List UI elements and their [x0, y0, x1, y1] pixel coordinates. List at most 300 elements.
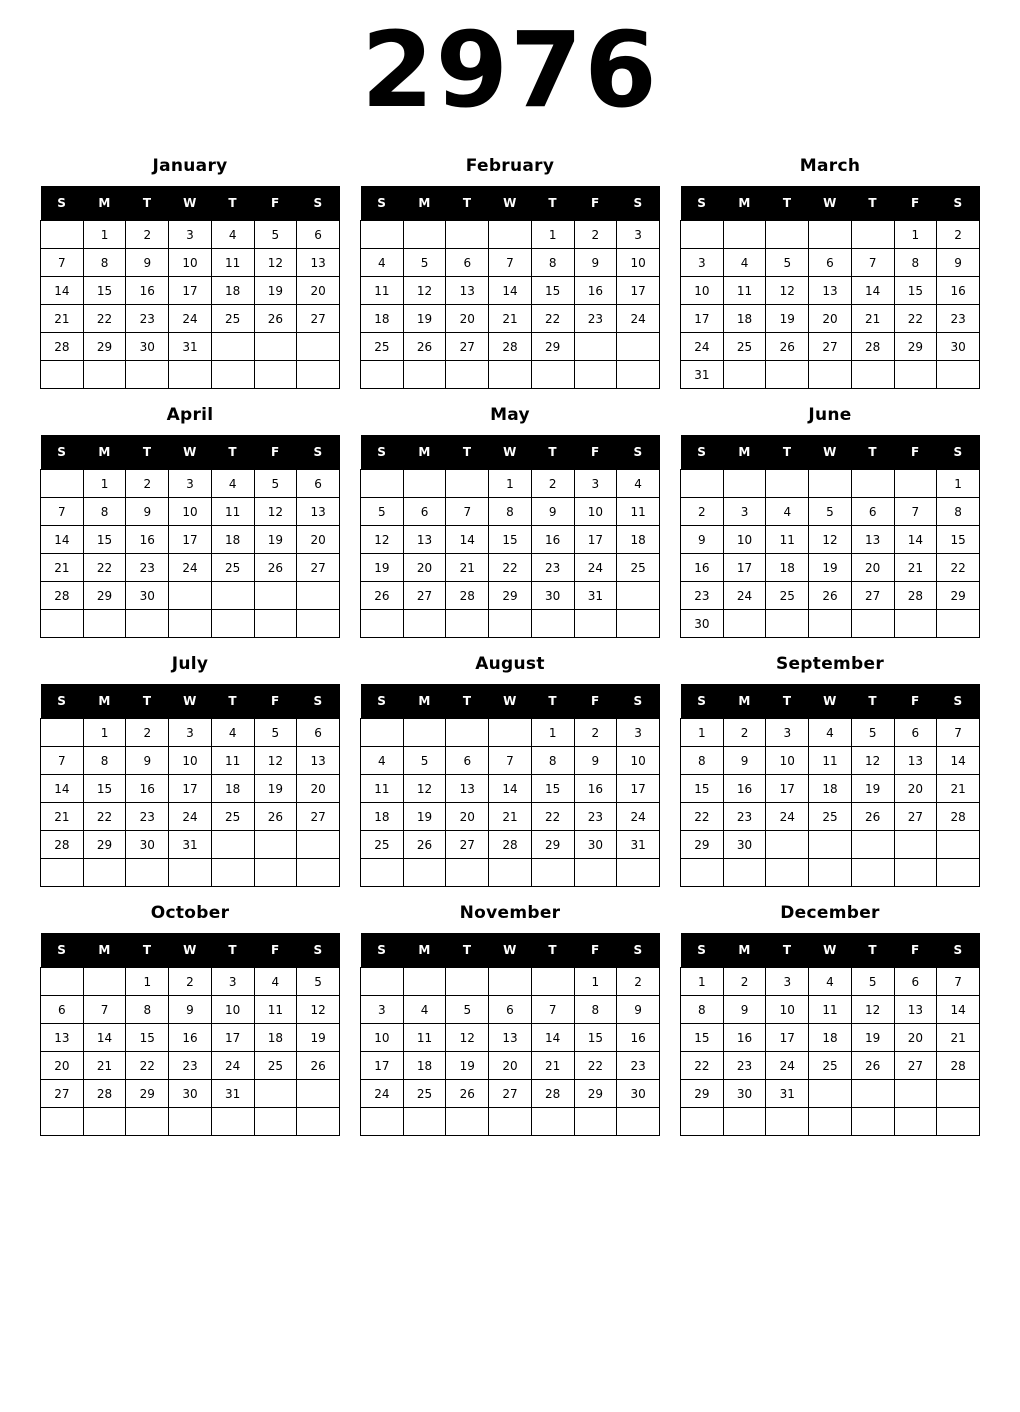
day-cell[interactable]: 17: [169, 775, 212, 803]
day-cell[interactable]: 5: [851, 968, 894, 996]
day-cell[interactable]: 13: [297, 747, 340, 775]
day-cell[interactable]: 9: [126, 747, 169, 775]
day-cell[interactable]: 27: [297, 305, 340, 333]
day-cell[interactable]: 11: [723, 277, 766, 305]
day-cell[interactable]: 30: [574, 831, 617, 859]
day-cell[interactable]: 20: [809, 305, 852, 333]
day-cell[interactable]: 7: [937, 968, 980, 996]
day-cell[interactable]: 27: [894, 1052, 937, 1080]
day-cell[interactable]: 10: [766, 996, 809, 1024]
day-cell[interactable]: 24: [681, 333, 724, 361]
day-cell[interactable]: 28: [851, 333, 894, 361]
day-cell[interactable]: 7: [489, 249, 532, 277]
day-cell[interactable]: 11: [766, 526, 809, 554]
day-cell[interactable]: 27: [446, 831, 489, 859]
day-cell[interactable]: 8: [937, 498, 980, 526]
day-cell[interactable]: 26: [851, 1052, 894, 1080]
day-cell[interactable]: 22: [574, 1052, 617, 1080]
day-cell[interactable]: 13: [894, 996, 937, 1024]
day-cell[interactable]: 12: [361, 526, 404, 554]
day-cell[interactable]: 21: [937, 1024, 980, 1052]
day-cell[interactable]: 26: [851, 803, 894, 831]
day-cell[interactable]: 9: [574, 249, 617, 277]
day-cell[interactable]: 22: [531, 305, 574, 333]
day-cell[interactable]: 16: [169, 1024, 212, 1052]
day-cell[interactable]: 3: [574, 470, 617, 498]
day-cell[interactable]: 29: [681, 1080, 724, 1108]
day-cell[interactable]: 24: [723, 582, 766, 610]
day-cell[interactable]: 29: [83, 333, 126, 361]
day-cell[interactable]: 18: [809, 775, 852, 803]
day-cell[interactable]: 24: [169, 554, 212, 582]
day-cell[interactable]: 3: [169, 470, 212, 498]
day-cell[interactable]: 6: [446, 747, 489, 775]
day-cell[interactable]: 20: [894, 1024, 937, 1052]
day-cell[interactable]: 16: [723, 775, 766, 803]
day-cell[interactable]: 3: [766, 719, 809, 747]
day-cell[interactable]: 2: [126, 470, 169, 498]
day-cell[interactable]: 14: [41, 775, 84, 803]
day-cell[interactable]: 6: [894, 719, 937, 747]
day-cell[interactable]: 14: [937, 747, 980, 775]
day-cell[interactable]: 7: [41, 498, 84, 526]
day-cell[interactable]: 2: [681, 498, 724, 526]
day-cell[interactable]: 3: [617, 221, 660, 249]
day-cell[interactable]: 2: [617, 968, 660, 996]
day-cell[interactable]: 28: [446, 582, 489, 610]
day-cell[interactable]: 4: [723, 249, 766, 277]
day-cell[interactable]: 15: [83, 277, 126, 305]
day-cell[interactable]: 6: [297, 470, 340, 498]
day-cell[interactable]: 24: [169, 803, 212, 831]
day-cell[interactable]: 29: [937, 582, 980, 610]
day-cell[interactable]: 31: [766, 1080, 809, 1108]
day-cell[interactable]: 4: [809, 968, 852, 996]
day-cell[interactable]: 15: [894, 277, 937, 305]
day-cell[interactable]: 31: [681, 361, 724, 389]
day-cell[interactable]: 17: [169, 277, 212, 305]
day-cell[interactable]: 5: [254, 221, 297, 249]
day-cell[interactable]: 7: [41, 747, 84, 775]
day-cell[interactable]: 25: [809, 1052, 852, 1080]
day-cell[interactable]: 6: [851, 498, 894, 526]
day-cell[interactable]: 13: [297, 249, 340, 277]
day-cell[interactable]: 1: [531, 221, 574, 249]
day-cell[interactable]: 30: [126, 831, 169, 859]
day-cell[interactable]: 8: [681, 747, 724, 775]
day-cell[interactable]: 6: [41, 996, 84, 1024]
day-cell[interactable]: 16: [126, 526, 169, 554]
day-cell[interactable]: 17: [361, 1052, 404, 1080]
day-cell[interactable]: 26: [361, 582, 404, 610]
day-cell[interactable]: 19: [254, 277, 297, 305]
day-cell[interactable]: 21: [41, 803, 84, 831]
day-cell[interactable]: 13: [446, 277, 489, 305]
day-cell[interactable]: 19: [766, 305, 809, 333]
day-cell[interactable]: 22: [83, 803, 126, 831]
day-cell[interactable]: 2: [531, 470, 574, 498]
day-cell[interactable]: 22: [937, 554, 980, 582]
day-cell[interactable]: 18: [766, 554, 809, 582]
day-cell[interactable]: 7: [489, 747, 532, 775]
day-cell[interactable]: 28: [937, 1052, 980, 1080]
day-cell[interactable]: 17: [617, 775, 660, 803]
day-cell[interactable]: 19: [297, 1024, 340, 1052]
day-cell[interactable]: 2: [169, 968, 212, 996]
day-cell[interactable]: 4: [211, 719, 254, 747]
day-cell[interactable]: 2: [723, 968, 766, 996]
day-cell[interactable]: 9: [126, 498, 169, 526]
day-cell[interactable]: 24: [617, 305, 660, 333]
day-cell[interactable]: 5: [297, 968, 340, 996]
day-cell[interactable]: 30: [681, 610, 724, 638]
day-cell[interactable]: 7: [531, 996, 574, 1024]
day-cell[interactable]: 29: [531, 333, 574, 361]
day-cell[interactable]: 16: [681, 554, 724, 582]
day-cell[interactable]: 5: [766, 249, 809, 277]
day-cell[interactable]: 13: [809, 277, 852, 305]
day-cell[interactable]: 15: [937, 526, 980, 554]
day-cell[interactable]: 11: [809, 996, 852, 1024]
day-cell[interactable]: 12: [254, 498, 297, 526]
day-cell[interactable]: 16: [126, 277, 169, 305]
day-cell[interactable]: 6: [297, 719, 340, 747]
day-cell[interactable]: 13: [403, 526, 446, 554]
day-cell[interactable]: 15: [681, 1024, 724, 1052]
day-cell[interactable]: 15: [531, 277, 574, 305]
day-cell[interactable]: 19: [851, 775, 894, 803]
day-cell[interactable]: 19: [254, 526, 297, 554]
day-cell[interactable]: 14: [937, 996, 980, 1024]
day-cell[interactable]: 1: [83, 719, 126, 747]
day-cell[interactable]: 13: [489, 1024, 532, 1052]
day-cell[interactable]: 4: [361, 249, 404, 277]
day-cell[interactable]: 9: [937, 249, 980, 277]
day-cell[interactable]: 9: [531, 498, 574, 526]
day-cell[interactable]: 1: [894, 221, 937, 249]
day-cell[interactable]: 8: [83, 249, 126, 277]
day-cell[interactable]: 15: [83, 526, 126, 554]
day-cell[interactable]: 5: [851, 719, 894, 747]
day-cell[interactable]: 27: [297, 554, 340, 582]
day-cell[interactable]: 20: [894, 775, 937, 803]
day-cell[interactable]: 5: [254, 470, 297, 498]
day-cell[interactable]: 19: [403, 803, 446, 831]
day-cell[interactable]: 14: [489, 775, 532, 803]
day-cell[interactable]: 4: [211, 470, 254, 498]
day-cell[interactable]: 8: [83, 747, 126, 775]
day-cell[interactable]: 25: [211, 305, 254, 333]
day-cell[interactable]: 25: [766, 582, 809, 610]
day-cell[interactable]: 11: [809, 747, 852, 775]
day-cell[interactable]: 4: [617, 470, 660, 498]
day-cell[interactable]: 19: [851, 1024, 894, 1052]
day-cell[interactable]: 9: [723, 747, 766, 775]
day-cell[interactable]: 1: [83, 221, 126, 249]
day-cell[interactable]: 18: [211, 277, 254, 305]
day-cell[interactable]: 10: [617, 249, 660, 277]
day-cell[interactable]: 26: [403, 831, 446, 859]
day-cell[interactable]: 1: [681, 719, 724, 747]
day-cell[interactable]: 28: [531, 1080, 574, 1108]
day-cell[interactable]: 6: [809, 249, 852, 277]
day-cell[interactable]: 13: [851, 526, 894, 554]
day-cell[interactable]: 29: [83, 831, 126, 859]
day-cell[interactable]: 16: [723, 1024, 766, 1052]
day-cell[interactable]: 23: [126, 554, 169, 582]
day-cell[interactable]: 23: [169, 1052, 212, 1080]
day-cell[interactable]: 12: [254, 747, 297, 775]
day-cell[interactable]: 14: [83, 1024, 126, 1052]
day-cell[interactable]: 22: [126, 1052, 169, 1080]
day-cell[interactable]: 17: [617, 277, 660, 305]
day-cell[interactable]: 30: [169, 1080, 212, 1108]
day-cell[interactable]: 22: [83, 554, 126, 582]
day-cell[interactable]: 6: [446, 249, 489, 277]
day-cell[interactable]: 27: [809, 333, 852, 361]
day-cell[interactable]: 17: [211, 1024, 254, 1052]
day-cell[interactable]: 14: [489, 277, 532, 305]
day-cell[interactable]: 7: [83, 996, 126, 1024]
day-cell[interactable]: 7: [894, 498, 937, 526]
day-cell[interactable]: 21: [83, 1052, 126, 1080]
day-cell[interactable]: 19: [446, 1052, 489, 1080]
day-cell[interactable]: 23: [126, 803, 169, 831]
day-cell[interactable]: 23: [126, 305, 169, 333]
day-cell[interactable]: 15: [574, 1024, 617, 1052]
day-cell[interactable]: 30: [723, 831, 766, 859]
day-cell[interactable]: 12: [809, 526, 852, 554]
day-cell[interactable]: 23: [937, 305, 980, 333]
day-cell[interactable]: 31: [617, 831, 660, 859]
day-cell[interactable]: 21: [489, 305, 532, 333]
day-cell[interactable]: 5: [254, 719, 297, 747]
day-cell[interactable]: 1: [126, 968, 169, 996]
day-cell[interactable]: 28: [937, 803, 980, 831]
day-cell[interactable]: 23: [617, 1052, 660, 1080]
day-cell[interactable]: 26: [446, 1080, 489, 1108]
day-cell[interactable]: 12: [297, 996, 340, 1024]
day-cell[interactable]: 9: [574, 747, 617, 775]
day-cell[interactable]: 5: [361, 498, 404, 526]
day-cell[interactable]: 14: [531, 1024, 574, 1052]
day-cell[interactable]: 25: [211, 554, 254, 582]
day-cell[interactable]: 12: [254, 249, 297, 277]
day-cell[interactable]: 12: [403, 775, 446, 803]
day-cell[interactable]: 4: [361, 747, 404, 775]
day-cell[interactable]: 3: [766, 968, 809, 996]
day-cell[interactable]: 2: [126, 719, 169, 747]
day-cell[interactable]: 15: [126, 1024, 169, 1052]
day-cell[interactable]: 29: [126, 1080, 169, 1108]
day-cell[interactable]: 10: [681, 277, 724, 305]
day-cell[interactable]: 14: [41, 277, 84, 305]
day-cell[interactable]: 22: [894, 305, 937, 333]
day-cell[interactable]: 28: [41, 582, 84, 610]
day-cell[interactable]: 3: [361, 996, 404, 1024]
day-cell[interactable]: 26: [254, 803, 297, 831]
day-cell[interactable]: 29: [531, 831, 574, 859]
day-cell[interactable]: 18: [617, 526, 660, 554]
day-cell[interactable]: 2: [126, 221, 169, 249]
day-cell[interactable]: 9: [617, 996, 660, 1024]
day-cell[interactable]: 19: [809, 554, 852, 582]
day-cell[interactable]: 14: [894, 526, 937, 554]
day-cell[interactable]: 23: [574, 803, 617, 831]
day-cell[interactable]: 12: [446, 1024, 489, 1052]
day-cell[interactable]: 3: [211, 968, 254, 996]
day-cell[interactable]: 16: [126, 775, 169, 803]
day-cell[interactable]: 4: [211, 221, 254, 249]
day-cell[interactable]: 5: [446, 996, 489, 1024]
day-cell[interactable]: 9: [723, 996, 766, 1024]
day-cell[interactable]: 15: [83, 775, 126, 803]
day-cell[interactable]: 24: [617, 803, 660, 831]
day-cell[interactable]: 8: [531, 747, 574, 775]
day-cell[interactable]: 20: [297, 775, 340, 803]
day-cell[interactable]: 8: [531, 249, 574, 277]
day-cell[interactable]: 21: [531, 1052, 574, 1080]
day-cell[interactable]: 25: [723, 333, 766, 361]
day-cell[interactable]: 29: [83, 582, 126, 610]
day-cell[interactable]: 10: [169, 747, 212, 775]
day-cell[interactable]: 7: [446, 498, 489, 526]
day-cell[interactable]: 18: [403, 1052, 446, 1080]
day-cell[interactable]: 31: [169, 333, 212, 361]
day-cell[interactable]: 11: [361, 277, 404, 305]
day-cell[interactable]: 8: [574, 996, 617, 1024]
day-cell[interactable]: 26: [254, 305, 297, 333]
day-cell[interactable]: 10: [169, 498, 212, 526]
day-cell[interactable]: 16: [574, 277, 617, 305]
day-cell[interactable]: 24: [211, 1052, 254, 1080]
day-cell[interactable]: 22: [83, 305, 126, 333]
day-cell[interactable]: 9: [126, 249, 169, 277]
day-cell[interactable]: 27: [297, 803, 340, 831]
day-cell[interactable]: 22: [531, 803, 574, 831]
day-cell[interactable]: 13: [894, 747, 937, 775]
day-cell[interactable]: 1: [681, 968, 724, 996]
day-cell[interactable]: 22: [681, 1052, 724, 1080]
day-cell[interactable]: 6: [297, 221, 340, 249]
day-cell[interactable]: 22: [681, 803, 724, 831]
day-cell[interactable]: 30: [617, 1080, 660, 1108]
day-cell[interactable]: 28: [41, 831, 84, 859]
day-cell[interactable]: 26: [809, 582, 852, 610]
day-cell[interactable]: 24: [766, 1052, 809, 1080]
day-cell[interactable]: 12: [766, 277, 809, 305]
day-cell[interactable]: 19: [361, 554, 404, 582]
day-cell[interactable]: 1: [937, 470, 980, 498]
day-cell[interactable]: 3: [169, 221, 212, 249]
day-cell[interactable]: 11: [403, 1024, 446, 1052]
day-cell[interactable]: 20: [489, 1052, 532, 1080]
day-cell[interactable]: 9: [681, 526, 724, 554]
day-cell[interactable]: 16: [617, 1024, 660, 1052]
day-cell[interactable]: 2: [574, 719, 617, 747]
day-cell[interactable]: 27: [894, 803, 937, 831]
day-cell[interactable]: 17: [766, 1024, 809, 1052]
day-cell[interactable]: 13: [297, 498, 340, 526]
day-cell[interactable]: 24: [169, 305, 212, 333]
day-cell[interactable]: 20: [41, 1052, 84, 1080]
day-cell[interactable]: 28: [894, 582, 937, 610]
day-cell[interactable]: 11: [211, 498, 254, 526]
day-cell[interactable]: 21: [851, 305, 894, 333]
day-cell[interactable]: 14: [41, 526, 84, 554]
day-cell[interactable]: 24: [766, 803, 809, 831]
day-cell[interactable]: 21: [937, 775, 980, 803]
day-cell[interactable]: 23: [574, 305, 617, 333]
day-cell[interactable]: 11: [361, 775, 404, 803]
day-cell[interactable]: 20: [403, 554, 446, 582]
day-cell[interactable]: 18: [361, 803, 404, 831]
day-cell[interactable]: 25: [403, 1080, 446, 1108]
day-cell[interactable]: 19: [403, 305, 446, 333]
day-cell[interactable]: 1: [489, 470, 532, 498]
day-cell[interactable]: 4: [766, 498, 809, 526]
day-cell[interactable]: 29: [574, 1080, 617, 1108]
day-cell[interactable]: 10: [574, 498, 617, 526]
day-cell[interactable]: 26: [297, 1052, 340, 1080]
day-cell[interactable]: 18: [723, 305, 766, 333]
day-cell[interactable]: 17: [723, 554, 766, 582]
day-cell[interactable]: 25: [254, 1052, 297, 1080]
day-cell[interactable]: 20: [851, 554, 894, 582]
day-cell[interactable]: 10: [723, 526, 766, 554]
day-cell[interactable]: 11: [211, 249, 254, 277]
day-cell[interactable]: 23: [531, 554, 574, 582]
day-cell[interactable]: 15: [681, 775, 724, 803]
day-cell[interactable]: 18: [211, 775, 254, 803]
day-cell[interactable]: 5: [403, 249, 446, 277]
day-cell[interactable]: 28: [83, 1080, 126, 1108]
day-cell[interactable]: 29: [894, 333, 937, 361]
day-cell[interactable]: 20: [297, 526, 340, 554]
day-cell[interactable]: 23: [723, 1052, 766, 1080]
day-cell[interactable]: 29: [489, 582, 532, 610]
day-cell[interactable]: 25: [361, 831, 404, 859]
day-cell[interactable]: 26: [766, 333, 809, 361]
day-cell[interactable]: 23: [723, 803, 766, 831]
day-cell[interactable]: 18: [211, 526, 254, 554]
day-cell[interactable]: 16: [574, 775, 617, 803]
day-cell[interactable]: 30: [723, 1080, 766, 1108]
day-cell[interactable]: 18: [809, 1024, 852, 1052]
day-cell[interactable]: 21: [41, 554, 84, 582]
day-cell[interactable]: 16: [937, 277, 980, 305]
day-cell[interactable]: 8: [681, 996, 724, 1024]
day-cell[interactable]: 1: [531, 719, 574, 747]
day-cell[interactable]: 27: [403, 582, 446, 610]
day-cell[interactable]: 7: [937, 719, 980, 747]
day-cell[interactable]: 27: [446, 333, 489, 361]
day-cell[interactable]: 29: [681, 831, 724, 859]
day-cell[interactable]: 11: [211, 747, 254, 775]
day-cell[interactable]: 1: [574, 968, 617, 996]
day-cell[interactable]: 17: [681, 305, 724, 333]
day-cell[interactable]: 25: [809, 803, 852, 831]
day-cell[interactable]: 4: [809, 719, 852, 747]
day-cell[interactable]: 16: [531, 526, 574, 554]
day-cell[interactable]: 12: [403, 277, 446, 305]
day-cell[interactable]: 17: [766, 775, 809, 803]
day-cell[interactable]: 3: [169, 719, 212, 747]
day-cell[interactable]: 30: [937, 333, 980, 361]
day-cell[interactable]: 10: [361, 1024, 404, 1052]
day-cell[interactable]: 7: [41, 249, 84, 277]
day-cell[interactable]: 10: [211, 996, 254, 1024]
